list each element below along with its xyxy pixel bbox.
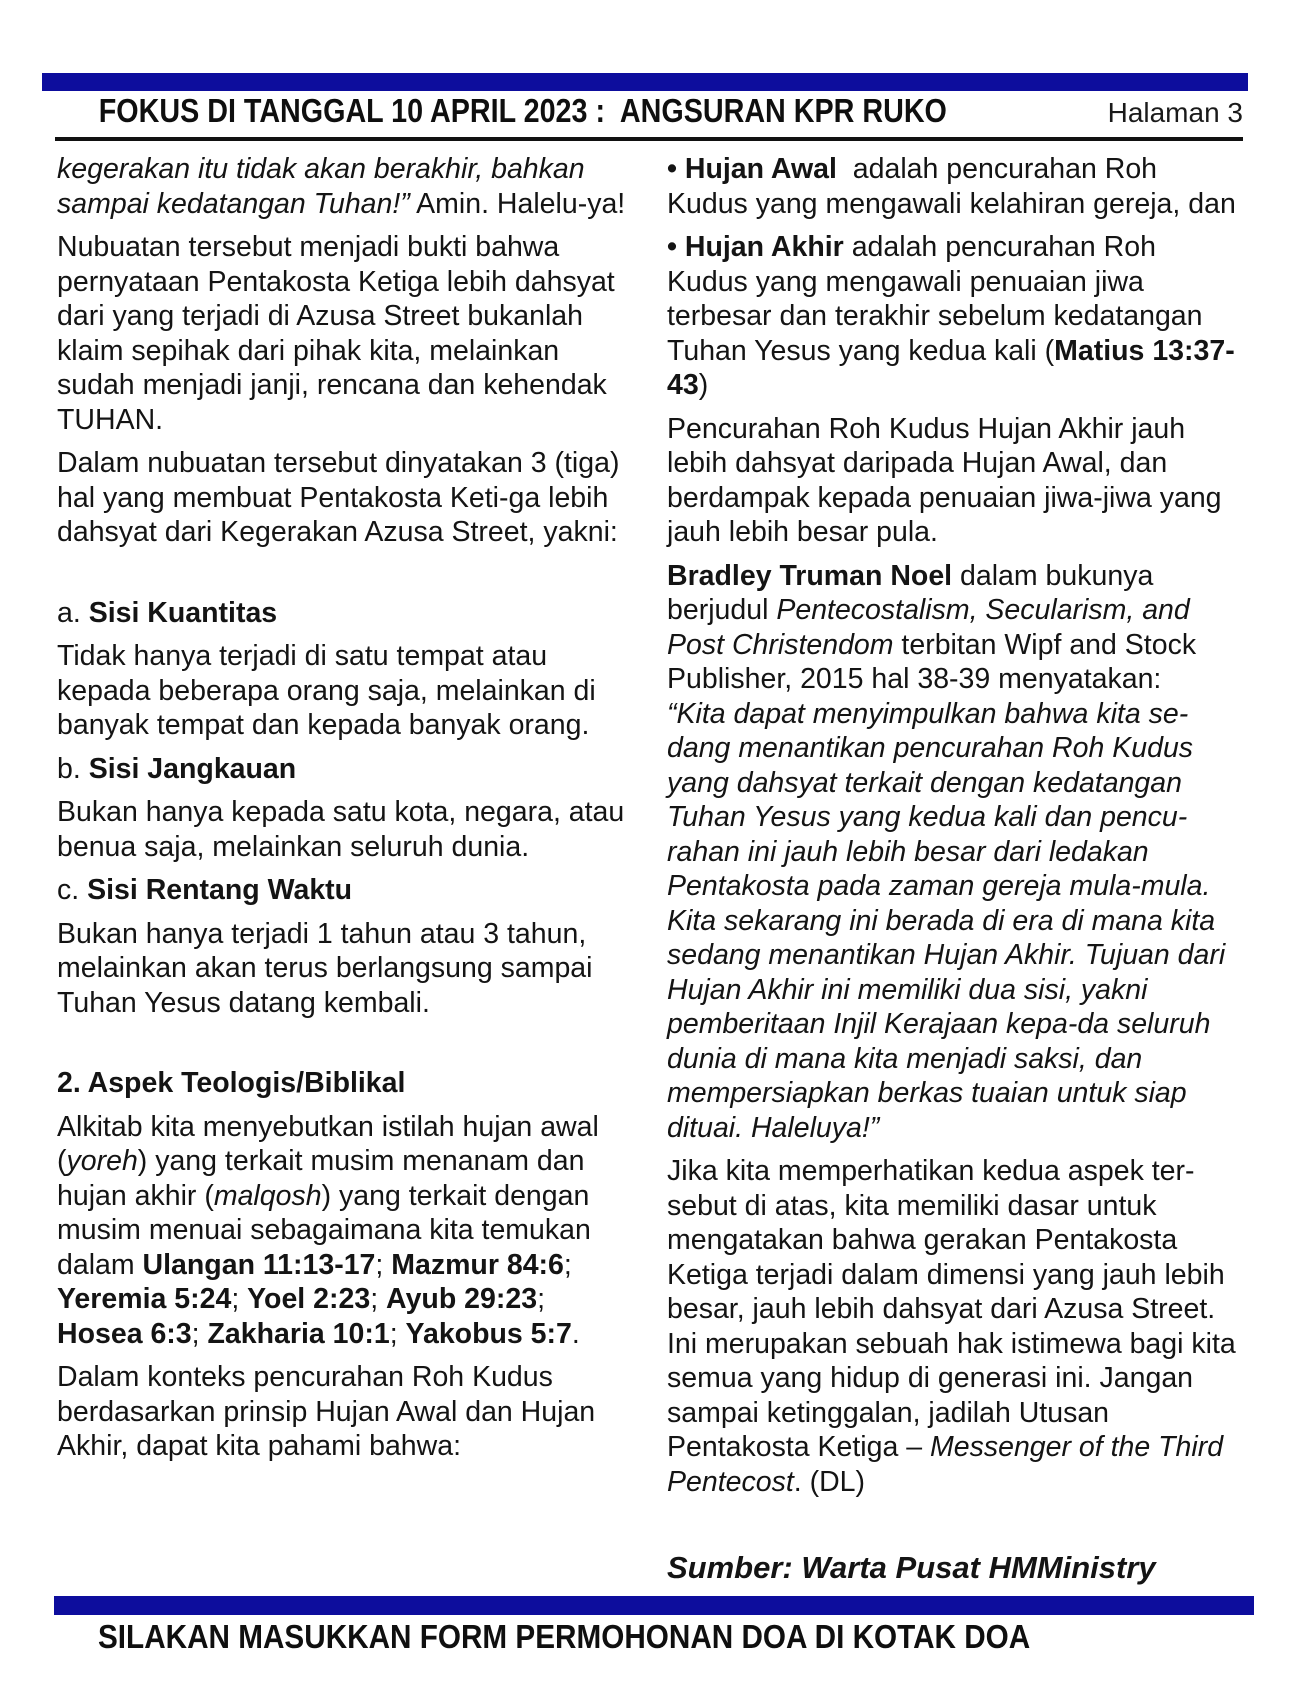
text-segment: Bukan hanya terjadi 1 tahun atau 3 tahun, melainkan akan terus berlangsung sampai Tuhan Yesus datang kembali. xyxy=(57,917,593,1019)
text-segment: • Hujan Awal xyxy=(667,153,837,185)
text-segment: yoreh xyxy=(66,1145,138,1177)
heading-sisi-kuantitas xyxy=(57,596,633,631)
top-blue-bar xyxy=(42,73,1248,91)
page-number: Halaman 3 xyxy=(1107,97,1243,128)
text-segment: Pentecostalism, Secularism, and Post Christendom xyxy=(667,594,1190,661)
text-segment: b. xyxy=(57,752,89,785)
paragraph xyxy=(667,559,1243,697)
paragraph xyxy=(57,1360,633,1464)
text-segment: a. xyxy=(57,596,89,629)
text-segment: Hosea 6:3 xyxy=(57,1317,192,1350)
heading-sisi-rentang-waktu xyxy=(57,873,633,908)
text-segment: Tidak hanya terjadi di satu tempat atau kepada beberapa orang saja, melainkan di banyak tempat dan kepada banyak orang. xyxy=(57,640,596,741)
text-segment: ; xyxy=(375,1248,392,1281)
header-rule xyxy=(55,137,1243,141)
text-segment: Dalam konteks pencurahan Roh Kudus berdasarkan prinsip Hujan Awal dan Hujan Akhir, dapat kita pahami bahwa: xyxy=(57,1361,596,1462)
text-segment: Nubuatan tersebut menjadi bukti bahwa pernyataan Pentakosta Ketiga lebih dahsyat dari yang terjadi di Azusa Street bukanlah klaim sepihak dari pihak kita, melainkan sudah menjadi janji, rencana dan kehendak TUHAN. xyxy=(57,231,615,436)
text-segment: kegerakan itu tidak akan berakhir, bahkan sampai kedatangan Tuhan!” xyxy=(57,153,585,220)
text-segment: Pencurahan Roh Kudus Hujan Akhir jauh lebih dahsyat daripada Hujan Awal, dan berdampak kepada penuaian jiwa-jiwa yang jauh lebih besar pula. xyxy=(667,412,1222,548)
text-segment: ) yang terkait dengan musim menuai sebagaimana kita temukan dalam xyxy=(57,1179,591,1281)
text-segment: Sisi Rentang Waktu xyxy=(87,874,353,906)
footer-banner: SILAKAN MASUKKAN FORM PERMOHONAN DOA DI KOTAK DOA xyxy=(98,1618,1031,1655)
text-segment: c. xyxy=(57,874,88,906)
paragraph xyxy=(57,917,633,1021)
text-segment: Sumber: Warta Pusat HMMinistry xyxy=(667,1550,1156,1585)
text-segment: Zakharia 10:1 xyxy=(207,1317,390,1350)
text-segment: ) yang terkait musim menanam dan hujan akhir ( xyxy=(57,1145,585,1212)
left-column xyxy=(57,152,633,1595)
text-segment: Sisi Kuantitas xyxy=(88,596,278,629)
source-line xyxy=(667,1549,1243,1586)
text-segment: Yakobus 5:7 xyxy=(405,1317,572,1350)
text-segment: “Kita dapat menyimpulkan bahwa kita se-dang menantikan pencurahan Roh Kudus yang dahsyat terkait dengan kedatangan Tuhan Yesus yang kedua kali dan pencu-rahan ini jauh lebih besar dari ledakan Pentakosta pada zaman gereja mula-mula. Kita sekarang ini berada di era di mana kita sedang menantikan Hujan Akhir. Tujuan dari Hujan Akhir ini memiliki dua sisi, yakni pemberitaan Injil Kerajaan kepa-da seluruh dunia di mana kita menjadi saksi, dan mempersiapkan berkas tuaian untuk siap dituai. Haleluya!” xyxy=(667,697,1226,1144)
text-segment: Matius 13:37-43 xyxy=(667,334,1235,401)
book-quote-paragraph xyxy=(667,697,1243,1146)
text-segment: Mazmur 84:6 xyxy=(391,1248,564,1281)
text-segment: Yoel 2:23 xyxy=(247,1283,371,1315)
paragraph xyxy=(57,230,633,437)
text-segment: Yeremia 5:24 xyxy=(57,1283,232,1315)
text-segment: Jika kita memperhatikan kedua aspek ter-sebut di atas, kita memiliki dasar untuk mengatakan bahwa gerakan Pentakosta Ketiga terjadi dalam dimensi yang jauh lebih besar, jauh lebih dahsyat dari Azusa Street. Ini merupakan sebuah hak istimewa bagi kita semua yang hidup di generasi ini. Jangan sampai ketinggalan, jadilah Utusan Pentakosta Ketiga – xyxy=(667,1155,1236,1463)
paragraph xyxy=(57,446,633,550)
paragraph xyxy=(57,1110,633,1352)
page-header xyxy=(57,92,1243,138)
text-segment: . xyxy=(571,1317,580,1350)
text-segment: Sisi Jangkauan xyxy=(88,752,297,785)
page-title: FOKUS DI TANGGAL 10 APRIL 2023 : ANGSURAN KPR RUKO xyxy=(98,92,947,129)
text-segment: ; xyxy=(537,1283,545,1315)
paragraph xyxy=(57,795,633,864)
heading-aspek-teologis xyxy=(57,1066,633,1101)
text-segment: Dalam nubuatan tersebut dinyatakan 3 (tiga) hal yang membuat Pentakosta Keti-ga lebih dahsyat dari Kegerakan Azusa Street, yakni: xyxy=(57,447,620,548)
quote-continuation-paragraph xyxy=(57,152,633,221)
text-segment: • Hujan Akhir xyxy=(667,231,844,263)
paragraph xyxy=(57,639,633,743)
bullet-hujan-akhir xyxy=(667,230,1243,403)
footer-blue-bar xyxy=(54,1596,1254,1615)
text-segment: ) xyxy=(698,369,709,401)
text-segment: malqosh xyxy=(213,1179,322,1212)
text-segment: ; xyxy=(389,1317,406,1350)
text-segment: dalam bukunya berjudul xyxy=(667,559,1154,626)
text-segment: 2. Aspek Teologis/Biblikal xyxy=(57,1067,406,1099)
paragraph xyxy=(667,1154,1243,1499)
text-segment: Bukan hanya kepada satu kota, negara, atau benua saja, melainkan seluruh dunia. xyxy=(57,796,625,863)
paragraph xyxy=(667,412,1243,550)
text-segment: adalah pencurahan Roh Kudus yang mengawali kelahiran gereja, dan xyxy=(667,153,1236,220)
text-segment: ; xyxy=(370,1283,387,1315)
content-columns xyxy=(57,152,1243,1595)
text-segment: Ulangan 11:13-17 xyxy=(142,1248,376,1281)
text-segment: Alkitab kita menyebutkan istilah hujan awal ( xyxy=(57,1110,599,1177)
text-segment: Bradley Truman Noel xyxy=(667,559,953,592)
text-segment: . (DL) xyxy=(793,1465,865,1498)
text-segment: Ayub 29:23 xyxy=(386,1283,538,1315)
text-segment: ; xyxy=(191,1317,208,1350)
text-segment: terbitan Wipf and Stock Publisher, 2015 hal 38-39 menyatakan: xyxy=(667,628,1197,695)
text-segment: Messenger of the Third Pentecost xyxy=(667,1431,1224,1498)
text-segment: Amin. Halelu-ya! xyxy=(409,187,626,220)
text-segment: ; xyxy=(563,1248,572,1281)
text-segment: adalah pencurahan Roh Kudus yang mengawali penuaian jiwa terbesar dan terakhir sebelum kedatangan Tuhan Yesus yang kedua kali ( xyxy=(667,231,1203,367)
heading-sisi-jangkauan xyxy=(57,752,633,787)
text-segment: ; xyxy=(231,1283,248,1315)
bullet-hujan-awal xyxy=(667,152,1243,221)
right-column xyxy=(667,152,1243,1595)
